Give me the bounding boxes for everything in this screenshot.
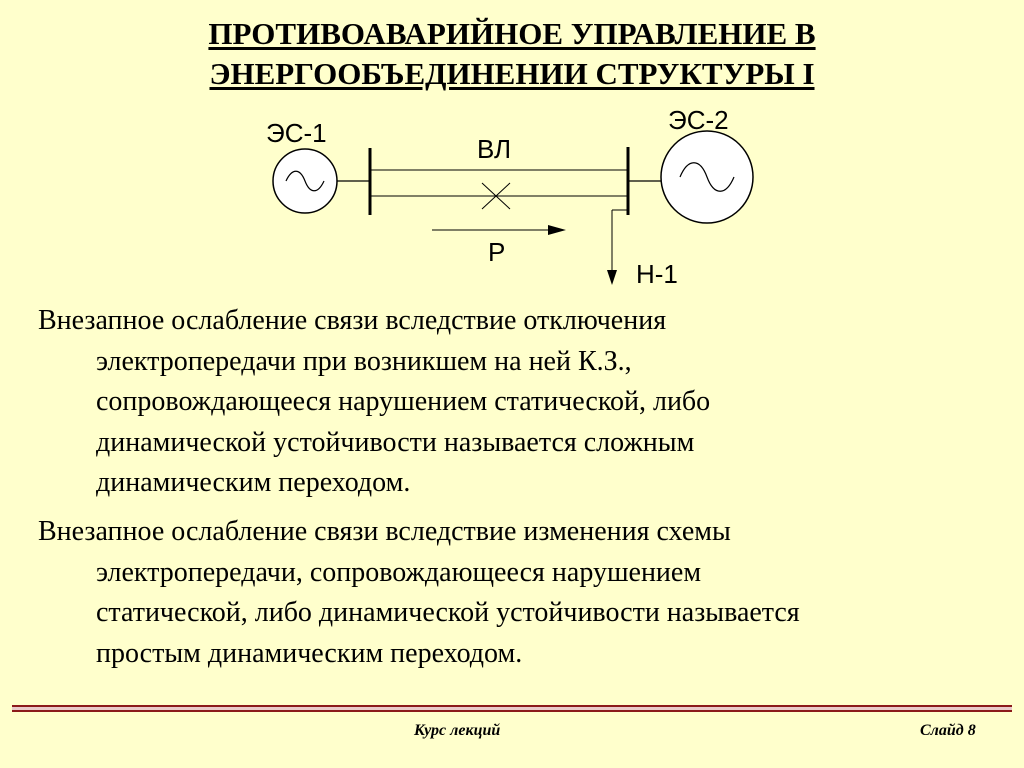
es1-label: ЭС-1	[266, 118, 327, 148]
paragraph-line: электропередачи, сопровождающееся нарушением	[96, 556, 702, 588]
title-line-1: ПРОТИВОАВАРИЙНОЕ УПРАВЛЕНИЕ В	[208, 16, 816, 51]
title-line-2: ЭНЕРГООБЪЕДИНЕНИИ СТРУКТУРЫ I	[209, 56, 815, 91]
paragraph-complex-transition	[38, 301, 988, 504]
es2-label: ЭС-2	[668, 105, 729, 135]
power-flow-arrow-icon	[432, 225, 566, 235]
load-arrow-icon	[607, 210, 628, 285]
paragraph-line: статической, либо динамической устойчивости называется	[96, 597, 800, 628]
line-label: ВЛ	[477, 134, 512, 164]
paragraph-line: Внезапное ослабление связи вследствие отключения	[38, 305, 667, 336]
paragraph-line: простым динамическим переходом.	[96, 637, 523, 669]
footer-slide-number: Слайд 8	[920, 722, 976, 739]
footer-course: Курс лекций	[414, 722, 501, 739]
paragraph-line: Внезапное ослабление связи вследствие изменения схемы	[38, 516, 731, 547]
es2-generator-icon	[661, 131, 753, 223]
paragraph-line: сопровождающееся нарушением статической, либо	[96, 386, 711, 417]
paragraph-simple-transition	[38, 512, 988, 674]
paragraph-line: динамической устойчивости называется сложным	[96, 426, 695, 458]
paragraph-line: электропередачи при возникшем на ней К.З.,	[96, 345, 632, 377]
es1-generator-icon	[273, 149, 337, 213]
footer-divider	[12, 705, 1012, 712]
power-system-diagram	[0, 0, 1024, 300]
paragraph-line: динамическим переходом.	[96, 467, 411, 498]
load-label: Н-1	[636, 259, 678, 289]
power-label: Р	[488, 237, 506, 267]
